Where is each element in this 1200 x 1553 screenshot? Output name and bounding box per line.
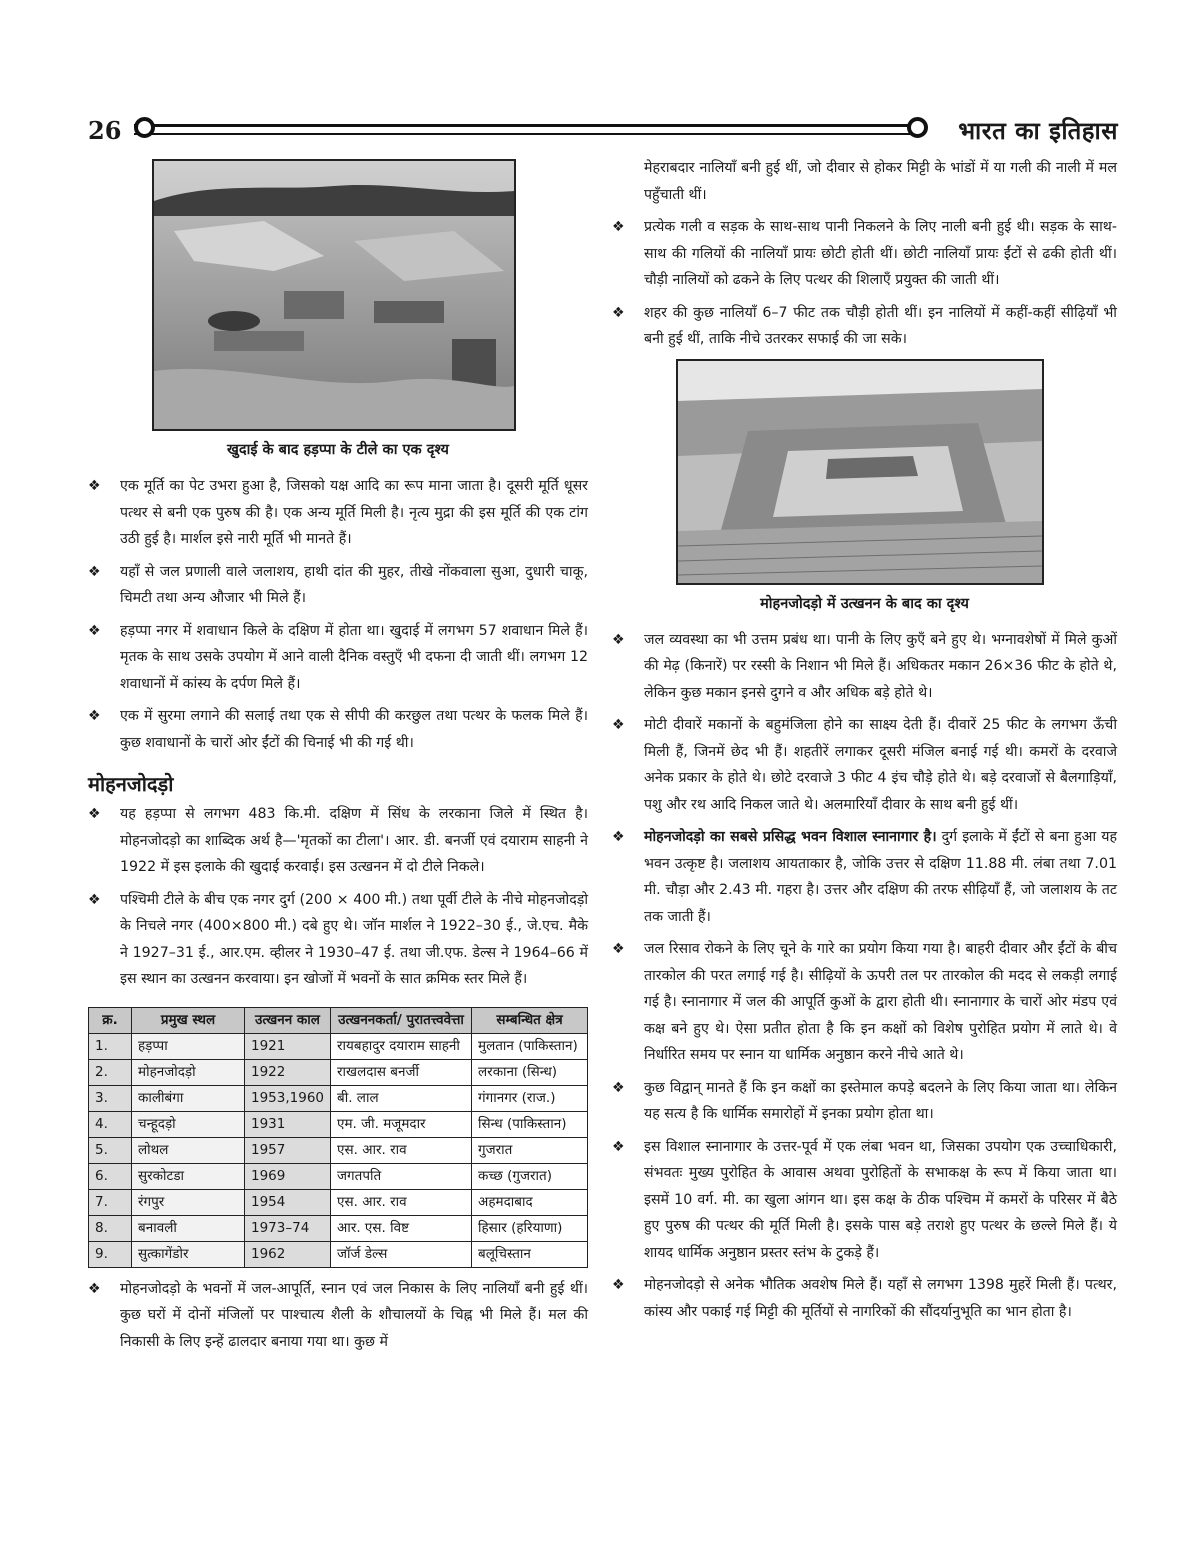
table-row	[89, 1033, 588, 1059]
list-item: ❖ एक में सुरमा लगाने की सलाई तथा एक से सीपी की करछुल तथा पत्थर के फलक मिले हैं। कुछ शवाधानों के चारों ओर ईंटों की चिनाई भी की गई थी।	[88, 703, 588, 756]
table-cell: 2.	[89, 1059, 132, 1085]
table-row	[89, 1241, 588, 1267]
table-cell: एम. जी. मजूमदार	[331, 1111, 472, 1137]
table-cell: लोथल	[132, 1137, 245, 1163]
table-cell: 1.	[89, 1033, 132, 1059]
table-cell: रंगपुर	[132, 1189, 245, 1215]
table-header: प्रमुख स्थल	[132, 1007, 245, 1033]
table-row	[89, 1215, 588, 1241]
harappa-mound-photo	[152, 159, 516, 431]
table-cell: राखलदास बनर्जी	[331, 1059, 472, 1085]
table-cell: एस. आर. राव	[331, 1137, 472, 1163]
table-cell: कालीबंगा	[132, 1085, 245, 1111]
header-ring-right-icon	[907, 117, 928, 138]
table-cell: गंगानगर (राज.)	[472, 1085, 588, 1111]
table-cell: मोहनजोदड़ो	[132, 1059, 245, 1085]
bullet-icon: ❖	[88, 1280, 101, 1297]
great-bath-lead: मोहनजोदड़ो का सबसे प्रसिद्ध भवन विशाल स्नानागार है।	[644, 829, 937, 845]
table-cell: जगतपति	[331, 1163, 472, 1189]
table-cell: जॉर्ज डेल्स	[331, 1241, 472, 1267]
list-item: ❖ मोहनजोदड़ो से अनेक भौतिक अवशेष मिले हैं। यहाँ से लगभग 1398 मुहरें मिली हैं। पत्थर, कांस्य और पकाई गई मिट्टी की मूर्तियों से नागरिकों की सौंदर्यानुभूति का भान होता है।	[612, 1272, 1117, 1325]
page-number: 26	[88, 116, 122, 145]
list-item: ❖ एक मूर्ति का पेट उभरा हुआ है, जिसको यक्ष आदि का रूप माना जाता है। दूसरी मूर्ति धूसर पत्थर से बनी एक पुरुष की है। एक अन्य मूर्ति मिली है। नृत्य मुद्रा की इस मूर्ति की एक टांग उठी हुई है। मार्शल इसे नारी मूर्ति भी मानते हैं।	[88, 473, 588, 553]
table-cell: आर. एस. विष्ट	[331, 1215, 472, 1241]
table-row	[89, 1163, 588, 1189]
list-item: ❖ यह हड़प्पा से लगभग 483 कि.मी. दक्षिण में सिंध के लरकाना जिले में स्थित है। मोहनजोदड़ो का शाब्दिक अर्थ है—'मृतकों का टीला'। आर. डी. बनर्जी एवं दयाराम साहनी ने 1922 में इस इलाके की खुदाई करवाई। इस उत्खनन में दो टीले निकले।	[88, 801, 588, 881]
harappan-sites-table	[88, 1007, 588, 1268]
table-cell: मुलतान (पाकिस्तान)	[472, 1033, 588, 1059]
table-cell: 4.	[89, 1111, 132, 1137]
great-bath-image	[678, 361, 1042, 583]
bullet-icon: ❖	[88, 622, 101, 639]
table-cell: चन्हूदड़ो	[132, 1111, 245, 1137]
table-row	[89, 1059, 588, 1085]
bullet-icon: ❖	[612, 941, 625, 957]
table-cell: 8.	[89, 1215, 132, 1241]
page-header	[88, 116, 1118, 146]
table-row	[89, 1111, 588, 1137]
harappa-photo-caption: खुदाई के बाद हड़प्पा के टीले का एक दृश्य	[227, 442, 449, 458]
table-cell: 1953,1960	[245, 1085, 331, 1111]
table-header: सम्बन्धित क्षेत्र	[472, 1007, 588, 1033]
header-ring-left-icon	[134, 117, 155, 138]
table-header: क्र.	[89, 1007, 132, 1033]
bullet-icon: ❖	[612, 219, 625, 235]
great-bath-photo	[676, 359, 1044, 585]
great-bath-photo-caption: मोहनजोदड़ो में उत्खनन के बाद का दृश्य	[760, 595, 969, 612]
table-cell: एस. आर. राव	[331, 1189, 472, 1215]
table-cell: 1922	[245, 1059, 331, 1085]
bullet-icon: ❖	[612, 1079, 625, 1096]
table-row	[89, 1085, 588, 1111]
list-item: ❖ कुछ विद्वान् मानते हैं कि इन कक्षों का इस्तेमाल कपड़े बदलने के लिए किया जाता था। लेकिन यह सत्य है कि धार्मिक समारोहों में इनका प्रयोग होता था।	[612, 1075, 1117, 1128]
bullet-icon: ❖	[612, 304, 625, 321]
bullet-icon: ❖	[88, 563, 101, 580]
list-item: ❖ शहर की कुछ नालियाँ 6–7 फीट तक चौड़ी होती थीं। इन नालियों में कहीं-कहीं सीढ़ियाँ भी बनी हुई थीं, ताकि नीचे उतरकर सफाई की जा सके।	[612, 300, 1117, 353]
table-cell: 5.	[89, 1137, 132, 1163]
book-title: भारत का इतिहास	[958, 117, 1118, 145]
table-cell: 7.	[89, 1189, 132, 1215]
table-cell: 1931	[245, 1111, 331, 1137]
table-row	[89, 1189, 588, 1215]
table-cell: सुत्कागेंडोर	[132, 1241, 245, 1267]
bullet-icon: ❖	[88, 478, 101, 494]
section-title-mohenjodaro: मोहनजोदड़ो	[88, 772, 174, 796]
bullet-icon: ❖	[612, 717, 625, 733]
list-item: ❖ इस विशाल स्नानागार के उत्तर-पूर्व में एक लंबा भवन था, जिसका उपयोग एक उच्चाधिकारी, संभवतः मुख्य पुरोहित के आवास अथवा पुरोहितों के सभाकक्ष के रूप में किया जाता था। इसमें 10 वर्ग. मी. का खुला आंगन था। इस कक्ष के ठीक पश्चिम में कमरों के परिसर में बैठे हुए पुरुष की पत्थर की मूर्ति मिली है। इसके पास बड़े तराशे हुए पत्थर के छल्ले मिले हैं। ये शायद धार्मिक अनुष्ठान प्रस्तर स्तंभ के टुकड़े हैं।	[612, 1134, 1117, 1267]
table-cell: कच्छ (गुजरात)	[472, 1163, 588, 1189]
table-header: उत्खननकर्ता/ पुरातत्त्ववेत्ता	[331, 1007, 472, 1033]
list-item: ❖ मोटी दीवारें मकानों के बहुमंजिला होने का साक्ष्य देती हैं। दीवारें 25 फीट के लगभग ऊँची मिली हैं, जिनमें छेद भी हैं। शहतीरें लगाकर दूसरी मंजिल बनाई गई थी। कमरों के दरवाजे अनेक प्रकार के होते थे। छोटे दरवाजे 3 फीट 4 इंच चौड़े होते थे। बड़े दरवाजों से बैलगाड़ियाँ, पशु और रथ आदि निकल जाते थे। अलमारियाँ दीवार के साथ बनी हुई थीं।	[612, 712, 1117, 818]
harappa-mound-image	[154, 161, 514, 429]
bullet-icon: ❖	[88, 891, 101, 908]
table-row	[89, 1137, 588, 1163]
list-item: ❖ पश्चिमी टीले के बीच एक नगर दुर्ग (200 × 400 मी.) तथा पूर्वी टीले के नीचे मोहनजोदड़ो के निचले नगर (400×800 मी.) दबे हुए थे। जॉन मार्शल ने 1922–30 ई., जे.एच. मैके ने 1927–31 ई., आर.एम. व्हीलर ने 1930–47 ई. तथा जी.एफ. डेल्स ने 1964–66 में इस स्थान का उत्खनन करवाया। इन खोजों में भवनों के सात क्रमिक स्तर मिले हैं।	[88, 887, 588, 993]
table-cell: बी. लाल	[331, 1085, 472, 1111]
table-cell: हड़प्पा	[132, 1033, 245, 1059]
right-column	[612, 155, 1117, 1331]
list-item: ❖ मोहनजोदड़ो का सबसे प्रसिद्ध भवन विशाल स्नानागार है। दुर्ग इलाके में ईंटों से बना हुआ यह भवन उत्कृष्ट है। जलाशय आयताकार है, जोकि उत्तर से दक्षिण 11.88 मी. लंबा तथा 7.01 मी. चौड़ा और 2.43 मी. गहरा है। उत्तर और दक्षिण की तरफ सीढ़ियाँ हैं, जो जलाशय के तट तक जाती हैं।	[612, 824, 1117, 930]
list-item: ❖ मोहनजोदड़ो के भवनों में जल-आपूर्ति, स्नान एवं जल निकास के लिए नालियाँ बनी हुई थीं। कुछ घरों में दोनों मंजिलों पर पाश्चात्य शैली के शौचालयों के चिह्न भी मिले हैं। मल की निकासी के लिए इन्हें ढालदार बनाया गया था। कुछ में	[88, 1276, 588, 1356]
bullet-icon: ❖	[612, 829, 625, 845]
table-cell: 9.	[89, 1241, 132, 1267]
table-cell: सिन्ध (पाकिस्तान)	[472, 1111, 588, 1137]
list-item: ❖ यहाँ से जल प्रणाली वाले जलाशय, हाथी दांत की मुहर, तीखे नोंकवाला सुआ, दुधारी चाकू, चिमटी तथा अन्य औजार भी मिले हैं।	[88, 559, 588, 612]
table-cell: रायबहादुर दयाराम साहनी	[331, 1033, 472, 1059]
table-cell: 3.	[89, 1085, 132, 1111]
bullet-icon: ❖	[612, 1277, 625, 1293]
list-item: ❖ हड़प्पा नगर में शवाधान किले के दक्षिण में होता था। खुदाई में लगभग 57 शवाधान मिले हैं। मृतक के साथ उसके उपयोग में आने वाली दैनिक वस्तुएँ भी दफना दी जाती थीं। लगभग 12 शवाधानों में कांस्य के दर्पण मिले हैं।	[88, 618, 588, 698]
table-cell: 6.	[89, 1163, 132, 1189]
bullet-icon: ❖	[88, 708, 101, 724]
list-item: ❖ प्रत्येक गली व सड़क के साथ-साथ पानी निकलने के लिए नाली बनी हुई थी। सड़क के साथ-साथ की गलियों की नालियाँ प्रायः छोटी होती थीं। छोटी नालियाँ प्रायः ईंटों से ढकी होती थीं। चौड़ी नालियों को ढकने के लिए पत्थर की शिलाएँ प्रयुक्त की जाती थीं।	[612, 214, 1117, 294]
bullet-icon: ❖	[612, 1138, 625, 1155]
table-cell: हिसार (हरियाणा)	[472, 1215, 588, 1241]
table-cell: 1973–74	[245, 1215, 331, 1241]
bullet-icon: ❖	[612, 631, 625, 648]
continued-paragraph: मेहराबदार नालियाँ बनी हुई थीं, जो दीवार से होकर मिट्टी के भांडों में या गली की नाली में मल पहुँचाती थीं।	[644, 160, 1117, 203]
left-column	[88, 155, 588, 1361]
list-item: ❖ जल रिसाव रोकने के लिए चूने के गारे का प्रयोग किया गया है। बाहरी दीवार और ईंटों के बीच तारकोल की परत लगाई गई है। सीढ़ियों के ऊपरी तल पर तारकोल की मदद से लकड़ी लगाई गई है। स्नानागार में जल की आपूर्ति कुओं के द्वारा होती थी। स्नानागार के चारों ओर मंडप एवं कक्ष बने हुए थे। ऐसा प्रतीत होता है कि इन कक्षों को विशेष पुरोहित प्रयोग में लाते थे। वे निर्धारित समय पर स्नान या धार्मिक अनुष्ठान करने नीचे आते थे।	[612, 936, 1117, 1069]
table-cell: बलूचिस्तान	[472, 1241, 588, 1267]
table-header-row	[89, 1007, 588, 1033]
table-header: उत्खनन काल	[245, 1007, 331, 1033]
table-cell: सुरकोटडा	[132, 1163, 245, 1189]
table-cell: 1921	[245, 1033, 331, 1059]
header-rule	[134, 124, 913, 135]
table-cell: 1962	[245, 1241, 331, 1267]
bullet-icon: ❖	[88, 806, 101, 822]
table-cell: लरकाना (सिन्ध)	[472, 1059, 588, 1085]
table-cell: 1969	[245, 1163, 331, 1189]
list-item: ❖ जल व्यवस्था का भी उत्तम प्रबंध था। पानी के लिए कुएँ बने हुए थे। भग्नावशेषों में मिले कुओं की मेढ़ (किनारें) पर रस्सी के निशान भी मिले हैं। अधिकतर मकान 26×36 फीट के होते थे, लेकिन कुछ मकान इनसे दुगने व और अधिक बड़े होते थे।	[612, 627, 1117, 707]
table-cell: गुजरात	[472, 1137, 588, 1163]
table-cell: 1954	[245, 1189, 331, 1215]
table-cell: 1957	[245, 1137, 331, 1163]
table-cell: बनावली	[132, 1215, 245, 1241]
table-cell: अहमदाबाद	[472, 1189, 588, 1215]
